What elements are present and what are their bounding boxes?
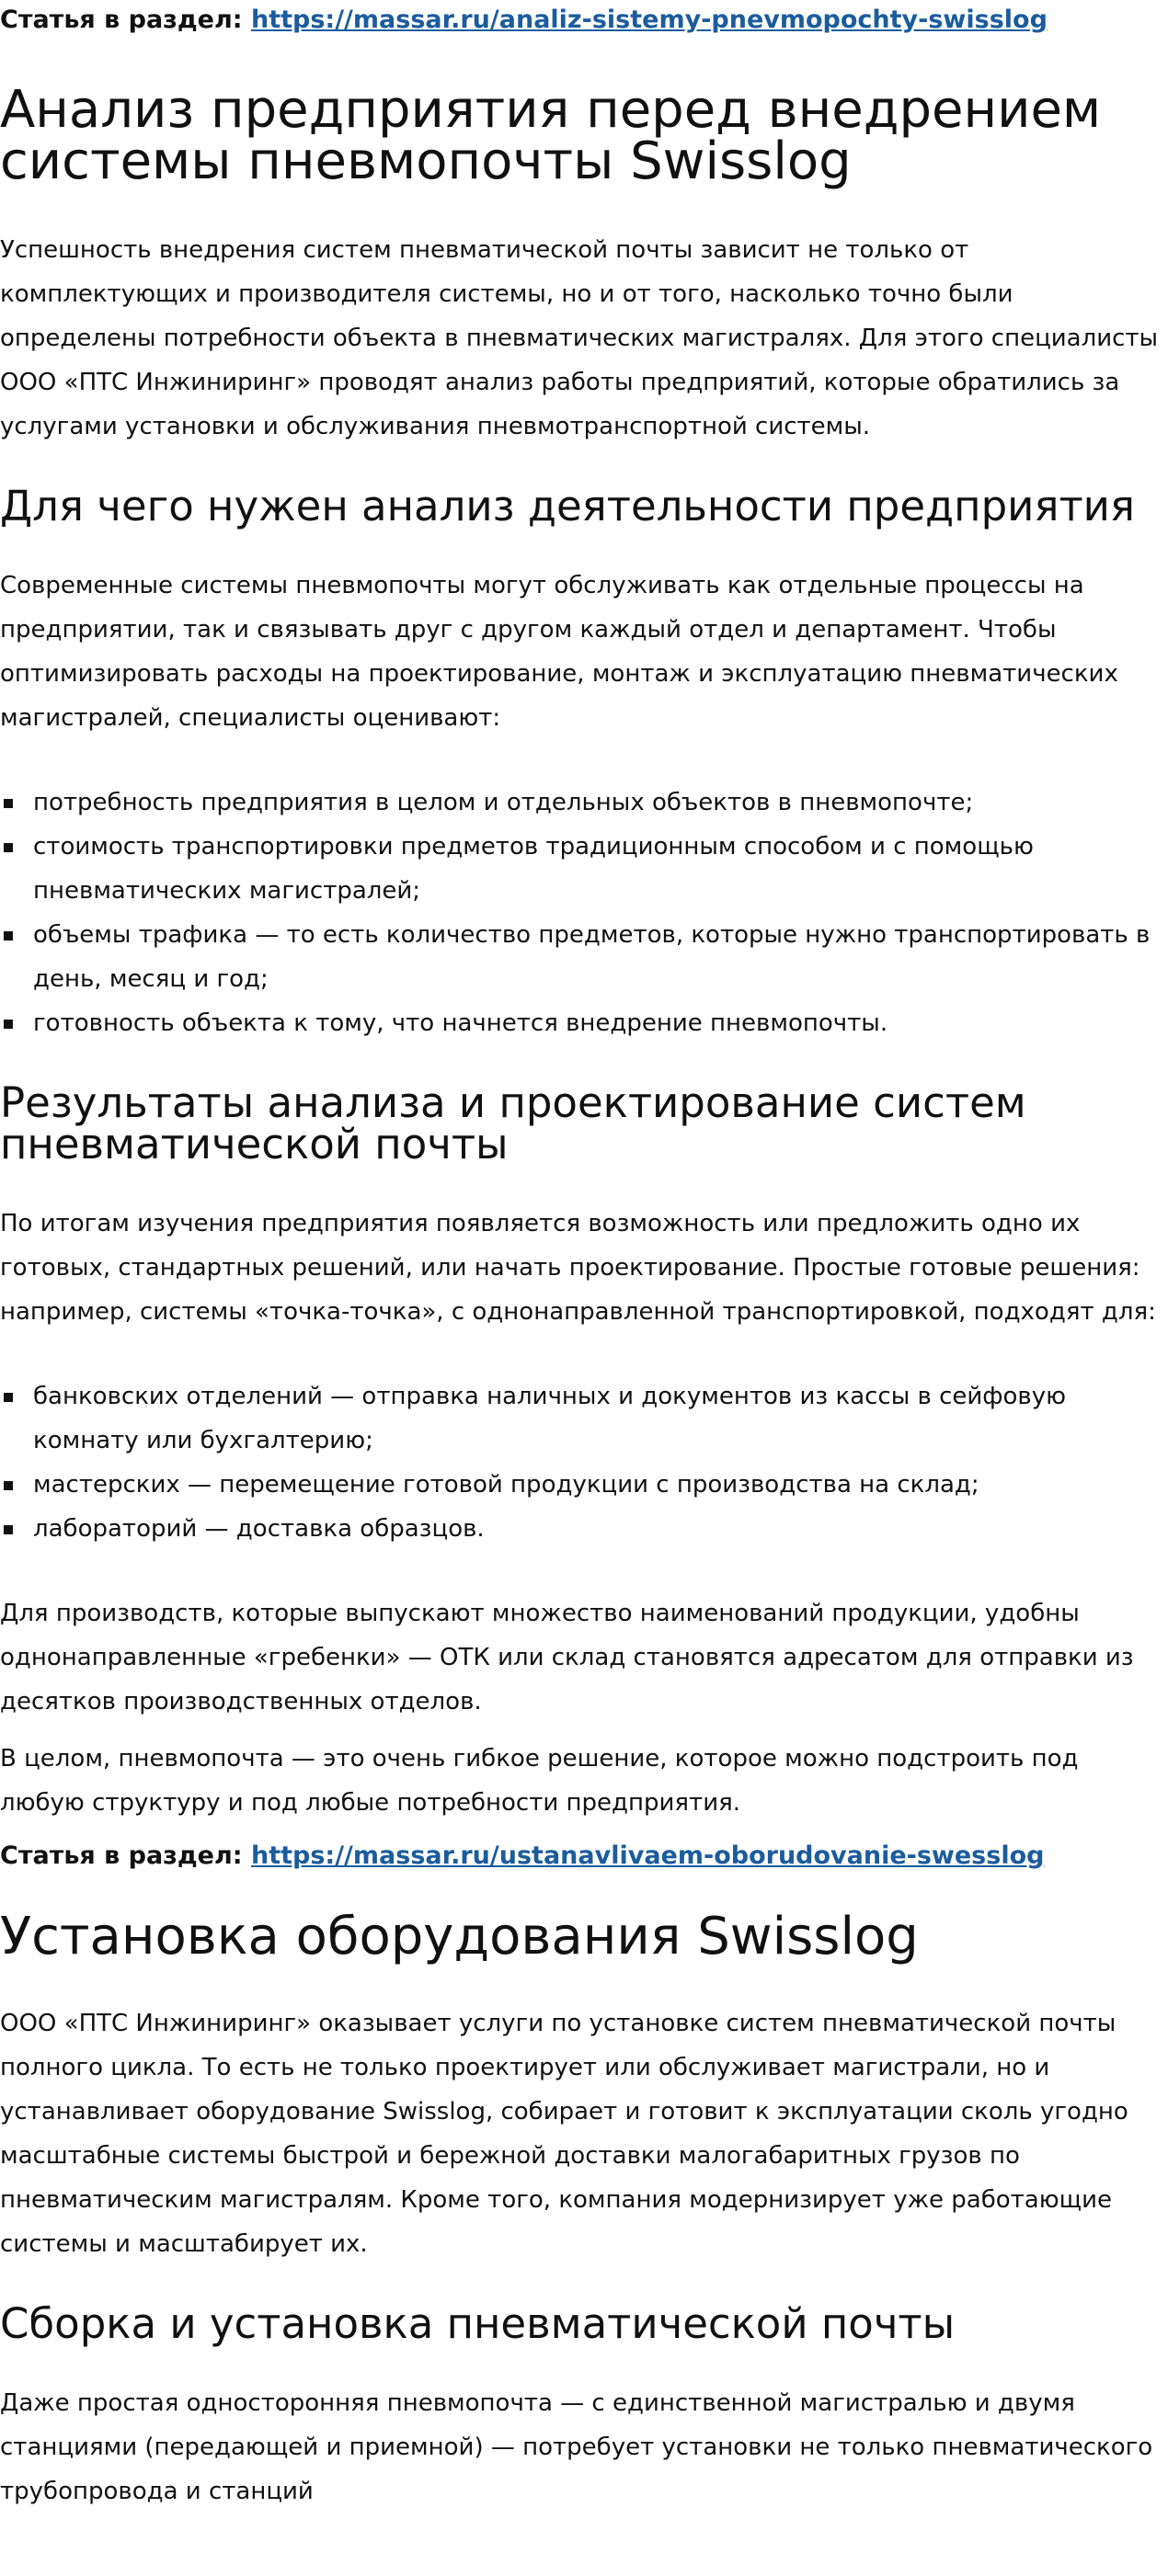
results-list (0, 1374, 1161, 1551)
section-ref-label: Статья в раздел: (0, 6, 243, 34)
results-paragraph: По итогам изучения предприятия появляется возможность или предложить одно их готовых, стандартных решений, или начать проектирование. Простые готовые решения: например, системы «точка-точка», с однонаправленной транспортировкой, подходят для: (0, 1210, 1156, 1326)
list-item: объемы трафика — то есть количество предметов, которые нужно транспортировать в день, месяц и год; (0, 913, 1161, 1001)
heading-why: Для чего нужен анализ деятельности предприятия (0, 482, 1135, 530)
list-item: мастерских — перемещение готовой продукции с производства на склад; (0, 1463, 1161, 1507)
list-item: банковских отделений — отправка наличных и документов из кассы в сейфовую комнату или бухгалтерию; (0, 1374, 1161, 1463)
section-ref-link[interactable]: https://massar.ru/analiz-sistemy-pnevmopochty-swisslog (250, 6, 1048, 34)
intro-paragraph: Успешность внедрения систем пневматической почты зависит не только от комплектующих и производителя системы, но и от того, насколько точно были определены потребности объекта в пневматических магистралях. Для этого специалисты ООО «ПТС Инжиниринг» проводят анализ работы предприятий, которые обратились за услугами установки и обслуживания пневмотранспортной системы. (0, 236, 1159, 440)
results-paragraph-3: В целом, пневмопочта — это очень гибкое решение, которое можно подстроить под любую структуру и под любые потребности предприятия. (0, 1745, 1079, 1817)
section-ref-label: Статья в раздел: (0, 1841, 243, 1870)
section-ref-2 (0, 1838, 1161, 1875)
list-item: готовность объекта к тому, что начнется внедрение пневмопочты. (0, 1001, 1161, 1045)
results-paragraph-2: Для производств, которые выпускают множество наименований продукции, удобны однонаправленные «гребенки» — ОТК или склад становятся адресатом для отправки из десятков производственных отделов. (0, 1600, 1134, 1715)
article (0, 2, 1161, 2513)
why-paragraph: Современные системы пневмопочты могут обслуживать как отдельные процессы на предприятии, так и связывать друг с другом каждый отдел и департамент. Чтобы оптимизировать расходы на проектирование, монтаж и эксплуатацию пневматических магистралей, специалисты оценивают: (0, 572, 1118, 732)
heading-results: Результаты анализа и проектирование систем пневматической почты (0, 1078, 1026, 1168)
why-list (0, 781, 1161, 1045)
list-item: лабораторий — доставка образцов. (0, 1507, 1161, 1551)
list-item: стоимость транспортировки предметов традиционным способом и с помощью пневматических магистралей; (0, 825, 1161, 913)
heading-assembly: Сборка и установка пневматической почты (0, 2299, 956, 2348)
assembly-paragraph: Даже простая односторонняя пневмопочта — с единственной магистралью и двумя станциями (передающей и приемной) — потребует установки не только пневматического трубопровода и станций (0, 2389, 1153, 2505)
install-paragraph: ООО «ПТС Инжиниринг» оказывает услуги по установке систем пневматической почты полного цикла. То есть не только проектирует или обслуживает магистрали, но и устанавливает оборудование Swisslog, собирает и готовит к эксплуатации сколь угодно масштабные системы быстрой и бережной доставки малогабаритных грузов по пневматическим магистралям. Кроме того, компания модернизирует уже работающие системы и масштабирует их. (0, 2010, 1128, 2258)
section-ref-link[interactable]: https://massar.ru/ustanavlivaem-oborudovanie-swesslog (250, 1841, 1045, 1870)
list-item: потребность предприятия в целом и отдельных объектов в пневмопочте; (0, 781, 1161, 825)
page-title: Анализ предприятия перед внедрением системы пневмопочты Swisslog (0, 80, 1102, 191)
section-ref-1 (0, 2, 1161, 39)
heading-install: Установка оборудования Swisslog (0, 1907, 919, 1966)
